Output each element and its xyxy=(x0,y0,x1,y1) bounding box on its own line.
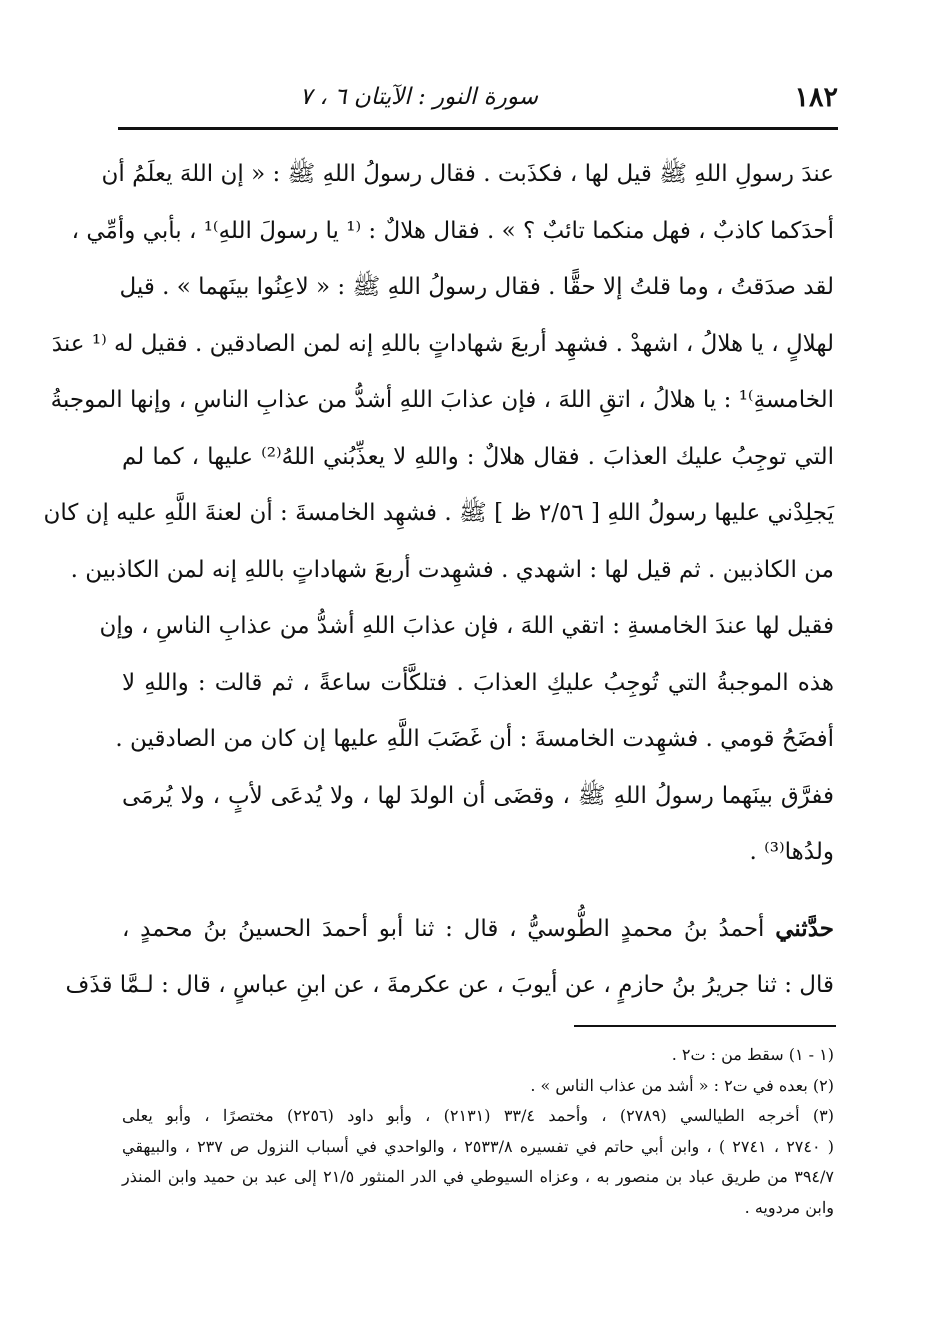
footnote-line: ٣٩٤/٧ من طريق عباد بن منصور به ، وعزاه السيوطي في الدر المنثور ٢١/٥ إلى عبد بن حميد وابن المنذر xyxy=(122,1167,834,1186)
text-line: هذه الموجبةُ التي تُوجِبُ عليكِ العذابَ . فتلكَّأت ساعةً ، ثم قالت : واللهِ لا xyxy=(122,669,834,696)
footnote-line: (٣) أخرجه الطيالسي (٢٧٨٩) ، وأحمد ٣٣/٤ (٢١٣١) ، وأبو داود (٢٢٥٦) مختصرًا ، وأبو يعلى xyxy=(122,1106,835,1125)
footnote-line: (١ - ١) سقط من : ت٢ . xyxy=(671,1045,834,1064)
page-number: ١٨٢ xyxy=(794,82,838,113)
running-title: سورة النور : الآيتان ٦ ، ٧ xyxy=(299,84,538,110)
header-rule xyxy=(118,127,838,130)
text-line: لهلالٍ ، يا هلالُ ، اشهدْ . فشهِد أربعَ شهاداتٍ باللهِ إنه لمن الصادقين . فقيل له ⁽¹ عندَ xyxy=(51,330,834,357)
text-line: التي توجِبُ عليك العذابَ . فقال هلالٌ : واللهِ لا يعذِّبُني اللهُ⁽²⁾ عليها ، كما لم xyxy=(122,443,834,470)
footnote-line: (٢) بعده في ت٢ : « أشد من عذاب الناس » . xyxy=(530,1075,834,1095)
text-line: ففرَّق بينَهما رسولُ اللهِ ﷺ ، وقضَى أن الولدَ لها ، ولا يُدعَى لأبٍ ، ولا يُرمَى xyxy=(122,782,834,809)
page-header xyxy=(118,78,838,118)
main-text xyxy=(43,146,834,1014)
text-line: يَجلِدْني عليها رسولُ اللهِ [ ٢/٥٦ ظ ] ﷺ . فشهِد الخامسةَ : أن لعنةَ اللَّهِ عليه إن كان xyxy=(43,500,834,526)
text-line: ولدُها⁽³⁾ . xyxy=(749,839,834,865)
text-line: لقد صدَقتُ ، وما قلتُ إلا حقًّا . فقال رسولُ اللهِ ﷺ : « لاعِنُوا بينَهما » . قيل xyxy=(119,274,834,300)
isnad-text: أحمدُ بنُ محمدٍ الطُّوسيُّ ، قال : ثنا أبو أحمدَ الحسينُ بنُ محمدٍ ، xyxy=(122,915,776,942)
text-line: فقيل لها عندَ الخامسةِ : اتقي اللهَ ، فإن عذابَ اللهِ أشدُّ من عذابِ الناسِ ، وإن xyxy=(99,613,834,639)
footnotes xyxy=(122,1040,834,1223)
text-line: عندَ رسولِ اللهِ ﷺ قيل لها ، فكذَبت . فقال رسولُ اللهِ ﷺ : « إن اللهَ يعلَمُ أن xyxy=(101,161,834,187)
paragraph-gap xyxy=(122,881,834,901)
text-line: الخامسةِ⁾¹ : يا هلالُ ، اتقِ اللهَ ، فإن عذابَ اللهِ أشدُّ من عذابِ الناسِ ، وإنها الموجبةُ xyxy=(50,387,834,413)
text-line: من الكاذبين . ثم قيل لها : اشهدي . فشهِدت أربعَ شهاداتٍ باللهِ إنه لمن الكاذبين . xyxy=(70,556,834,583)
footnote-line: وابن مردويه . xyxy=(744,1197,834,1217)
text-line: قال : ثنا جريرُ بنُ حازمٍ ، عن أيوبَ ، عن عكرمةَ ، عن ابنِ عباسٍ ، قال : لـمَّا قذَف xyxy=(65,972,834,998)
footnote-line: ( ٢٧٤٠ ، ٢٧٤١ ) ، وابن أبي حاتم في تفسيره ٢٥٣٣/٨ ، والواحدي في أسباب النزول ص ٢٣٧ ، والبيهقي xyxy=(122,1136,835,1156)
text-line-with-lead xyxy=(122,901,834,958)
isnad-lead-word: حدَّثني xyxy=(775,914,834,942)
text-line: أحدَكما كاذبٌ ، فهل منكما تائبٌ ؟ » . فقال هلالٌ : ⁽¹ يا رسولَ اللهِ⁾¹ ، بأبي وأمِّي ، xyxy=(71,217,834,244)
footnote-separator xyxy=(574,1025,836,1027)
text-line: أفضَحُ قومي . فشهِدت الخامسةَ : أن غَضَبَ اللَّهِ عليها إن كان من الصادقين . xyxy=(115,726,834,752)
